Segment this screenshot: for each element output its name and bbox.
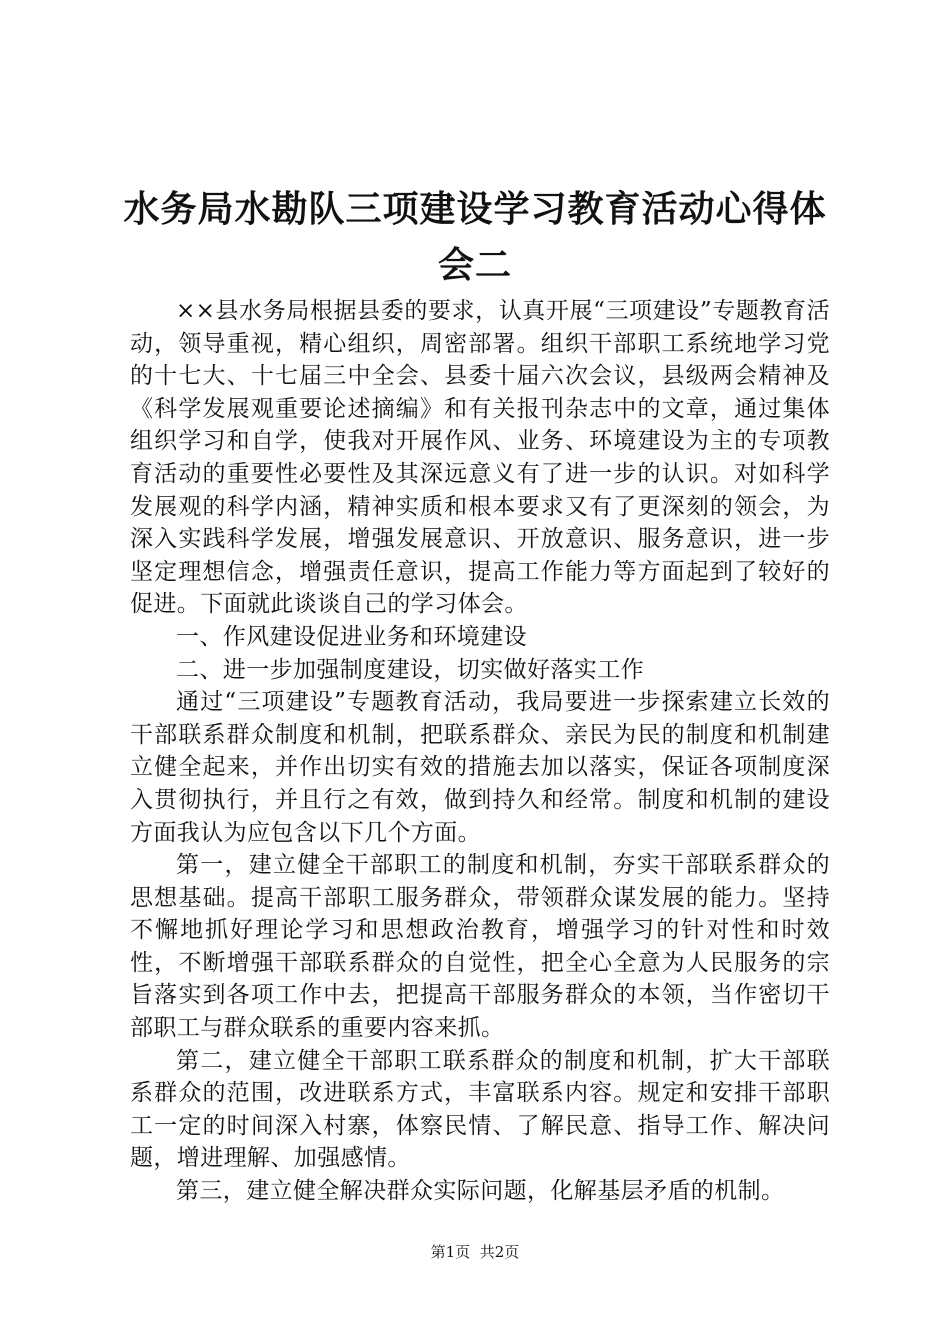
paragraph-second: 第二，建立健全干部职工联系群众的制度和机制，扩大干部联系群众的范围，改进联系方式，丰富联系内容。规定和安排干部职工一定的时间深入村寨，体察民情、了解民意、指导工作、解决问题，增进理解、加强感情。 (130, 1047, 830, 1172)
page-footer (0, 1242, 950, 1262)
section-heading-1: 一、作风建设促进业务和环境建设 (176, 623, 527, 650)
page-total: 共2页 (479, 1243, 520, 1261)
section-heading-2: 二、进一步加强制度建设，切实做好落实工作 (176, 656, 644, 683)
paragraph-intro: ××县水务局根据县委的要求，认真开展“三项建设”专题教育活动，领导重视，精心组织，周密部署。组织干部职工系统地学习党的十七大、十七届三中全会、县委十届六次会议，县级两会精神及《科学发展观重要论述摘编》和有关报刊杂志中的文章，通过集体组织学习和自学，使我对开展作风、业务、环境建设为主的专项教育活动的重要性必要性及其深远意义有了进一步的认识。对如科学发展观的科学内涵，精神实质和根本要求又有了更深刻的领会，为深入实践科学发展，增强发展意识、开放意识、服务意识，进一步坚定理想信念，增强责任意识，提高工作能力等方面起到了较好的促进。下面就此谈谈自己的学习体会。 (130, 298, 830, 618)
page-number: 第1页 (430, 1243, 471, 1261)
paragraph-mechanism: 通过“三项建设”专题教育活动，我局要进一步探索建立长效的干部联系群众制度和机制，把联系群众、亲民为民的制度和机制建立健全起来，并作出切实有效的措施去加以落实，保证各项制度深入贯彻执行，并且行之有效，做到持久和经常。制度和机制的建设方面我认为应包含以下几个方面。 (130, 689, 830, 846)
paragraph-first: 第一，建立健全干部职工的制度和机制，夯实干部联系群众的思想基础。提高干部职工服务群众，带领群众谋发展的能力。坚持不懈地抓好理论学习和思想政治教育，增强学习的针对性和时效性，不断增强干部联系群众的自觉性，把全心全意为人民服务的宗旨落实到各项工作中去，把提高干部服务群众的本领，当作密切干部职工与群众联系的重要内容来抓。 (130, 852, 830, 1042)
document-title: 水务局水勘队三项建设学习教育活动心得体会二 (123, 189, 827, 286)
document-body (130, 295, 830, 1208)
paragraph-third: 第三，建立健全解决群众实际问题，化解基层矛盾的机制。 (176, 1178, 785, 1205)
